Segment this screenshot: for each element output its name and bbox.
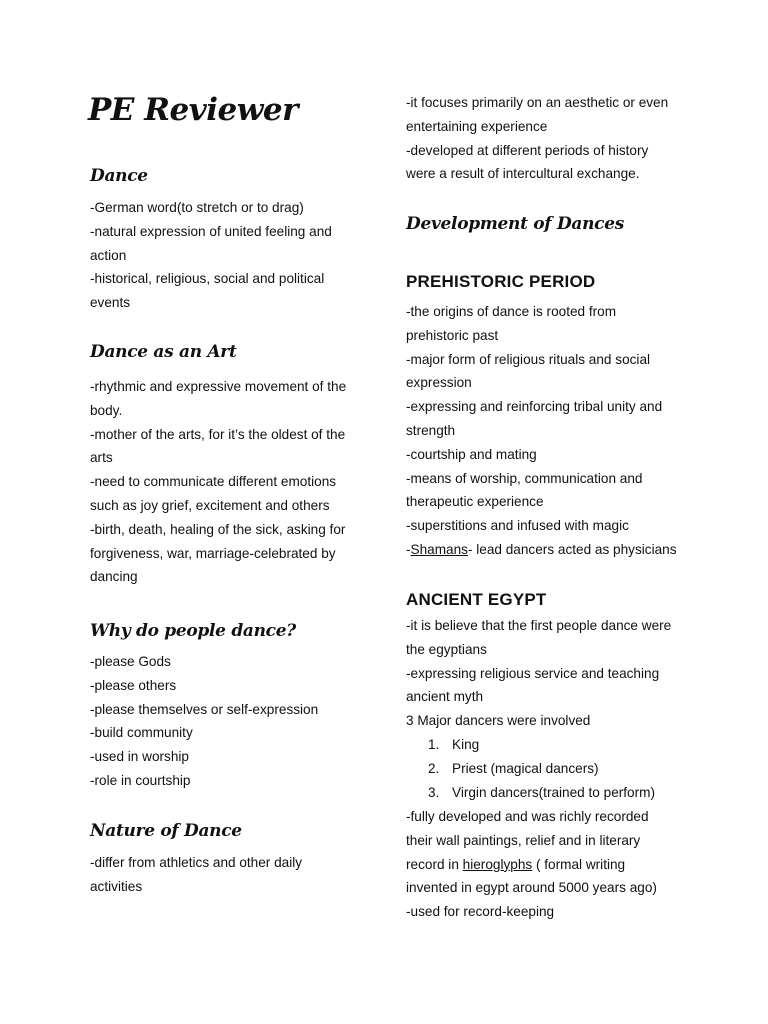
note-line: -need to communicate different emotions xyxy=(90,474,337,490)
note-line: -it is believe that the first people dance were xyxy=(406,618,672,633)
nature-continued-notes xyxy=(406,91,668,186)
major-dancers-list xyxy=(406,733,655,804)
note-line: -mother of the arts, for it’s the oldest of the xyxy=(90,426,346,442)
heading-prehistoric-period: PREHISTORIC PERIOD xyxy=(406,272,596,291)
note-line: action xyxy=(90,247,127,263)
note-line: -means of worship, communication and xyxy=(406,470,643,486)
note-line: dancing xyxy=(90,569,138,585)
note-line: the egyptians xyxy=(406,641,487,657)
list-item xyxy=(406,733,655,757)
shamans-term: Shamans xyxy=(410,541,468,557)
note-line: therapeutic experience xyxy=(406,494,544,510)
note-line: -used for record-keeping xyxy=(406,904,555,920)
list-number: 1. xyxy=(428,737,440,752)
note-line: arts xyxy=(90,450,113,466)
heading-development-of-dances: Development of Dances xyxy=(406,214,624,234)
art-notes xyxy=(90,375,346,589)
hieroglyphs-term: hieroglyphs xyxy=(462,856,533,872)
note-line: ancient myth xyxy=(406,689,484,705)
note-line: -fully developed and was richly recorded xyxy=(406,809,649,824)
note-line: -courtship and mating xyxy=(406,446,537,462)
note-line: -it focuses primarily on an aesthetic or even xyxy=(406,95,669,110)
heading-why-dance: Why do people dance? xyxy=(90,621,296,641)
note-line: -rhythmic and expressive movement of the xyxy=(90,379,347,394)
list-item xyxy=(406,781,655,805)
note-line: -historical, religious, social and political xyxy=(90,271,325,287)
note-line: -differ from athletics and other daily xyxy=(90,855,303,870)
note-line: -German word(to stretch or to drag) xyxy=(90,200,304,215)
note-line: -please Gods xyxy=(90,654,171,669)
list-number: 2. xyxy=(428,760,440,776)
note-line: -expressing and reinforcing tribal unity and xyxy=(406,399,663,415)
note-line: entertaining experience xyxy=(406,118,548,134)
note-line: expression xyxy=(406,375,472,391)
note-line: strength xyxy=(406,422,456,438)
hieroglyphs-rest: ( formal writing xyxy=(532,856,626,872)
note-line: -used in worship xyxy=(90,749,189,765)
note-line: -expressing religious service and teaching xyxy=(406,665,660,681)
why-notes xyxy=(90,650,318,793)
page-title: PE Reviewer xyxy=(88,92,298,128)
note-line: -please others xyxy=(90,677,177,693)
heading-ancient-egypt: ANCIENT EGYPT xyxy=(406,590,547,609)
dance-notes xyxy=(90,196,332,315)
nature-notes xyxy=(90,851,302,899)
note-line: -major form of religious rituals and social xyxy=(406,351,651,367)
note-line: events xyxy=(90,295,131,311)
shamans-prefix: - xyxy=(406,541,411,557)
note-line: -birth, death, healing of the sick, asking for xyxy=(90,521,346,537)
note-line: -role in courtship xyxy=(90,772,191,788)
note-line: were a result of intercultural exchange. xyxy=(406,166,640,182)
egypt-notes-a xyxy=(406,614,671,733)
note-line: invented in egypt around 5000 years ago) xyxy=(406,880,657,896)
list-number: 3. xyxy=(428,784,440,800)
note-line: forgiveness, war, marriage-celebrated by xyxy=(90,545,336,561)
note-line: prehistoric past xyxy=(406,327,499,343)
note-line: -the origins of dance is rooted from xyxy=(406,304,617,319)
note-line: -please themselves or self-expression xyxy=(90,701,319,717)
note-line: body. xyxy=(90,402,123,418)
note-line: such as joy grief, excitement and others xyxy=(90,497,330,513)
note-line-shamans xyxy=(406,538,677,562)
heading-dance-as-art: Dance as an Art xyxy=(90,342,237,362)
note-line: -natural expression of united feeling and xyxy=(90,223,332,239)
list-text: King xyxy=(452,737,480,752)
egypt-notes-b xyxy=(406,805,657,924)
list-text: Virgin dancers(trained to perform) xyxy=(452,784,655,800)
list-text: Priest (magical dancers) xyxy=(452,760,599,776)
prehistoric-notes xyxy=(406,300,677,562)
note-line-hieroglyphs xyxy=(406,853,657,877)
heading-dance: Dance xyxy=(90,166,148,186)
heading-nature-of-dance: Nature of Dance xyxy=(90,821,242,841)
note-line: 3 Major dancers were involved xyxy=(406,713,591,729)
shamans-rest: - lead dancers acted as physicians xyxy=(467,541,677,557)
note-line: -developed at different periods of history xyxy=(406,142,649,158)
note-line: -build community xyxy=(90,725,193,741)
note-line: -superstitions and infused with magic xyxy=(406,518,629,534)
note-line: their wall paintings, relief and in literary xyxy=(406,832,641,848)
note-line: activities xyxy=(90,878,143,894)
list-item xyxy=(406,757,655,781)
hieroglyphs-prefix: record in xyxy=(406,856,463,872)
